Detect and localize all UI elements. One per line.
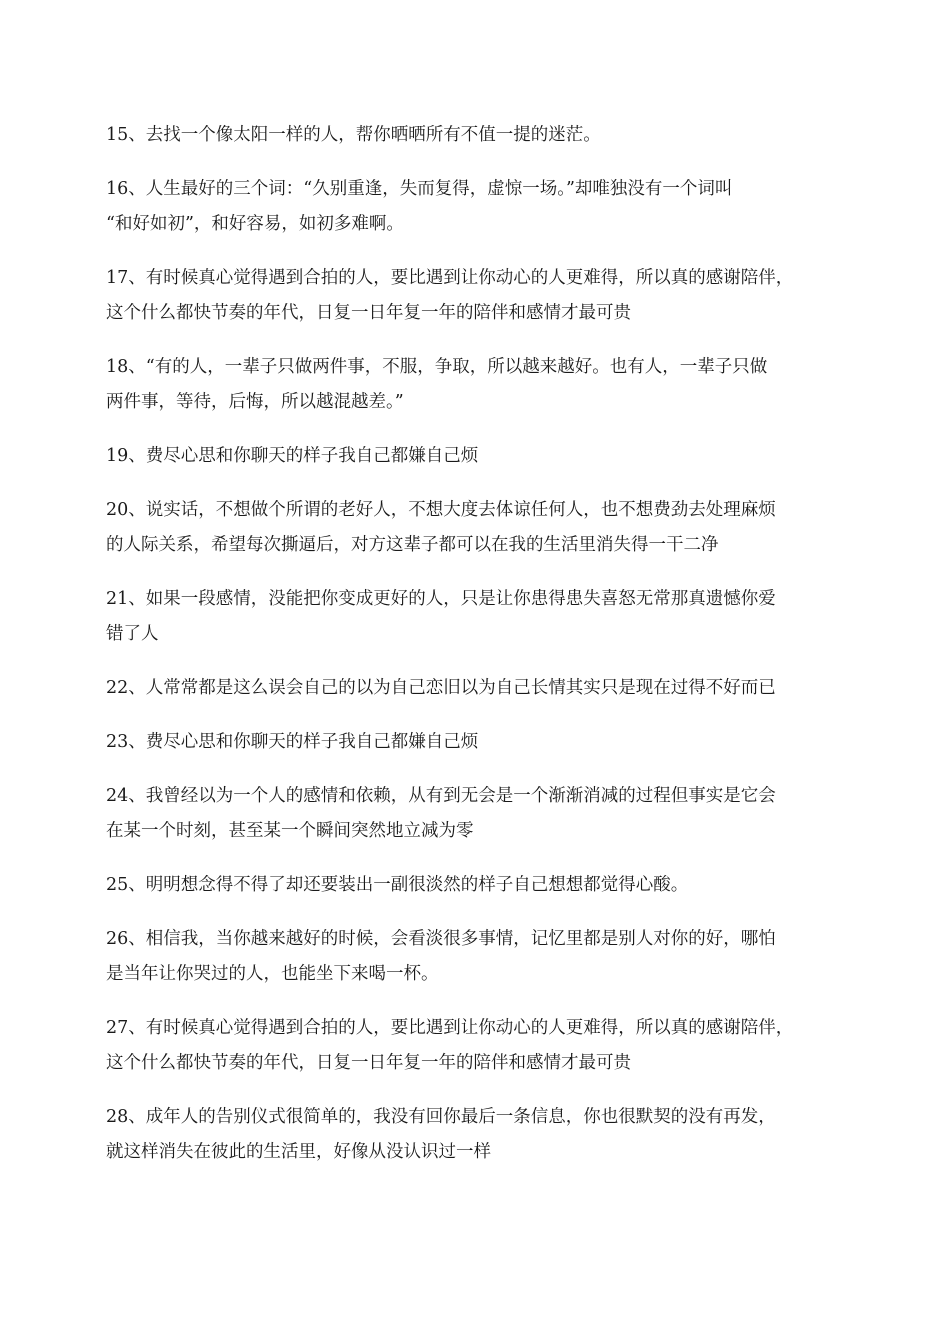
entry-24: 24、我曾经以为一个人的感情和依赖，从有到无会是一个渐渐消减的过程但事实是它会 在某一个时刻，甚至某一个瞬间突然地立减为零: [106, 786, 776, 841]
entry-23: 23、费尽心思和你聊天的样子我自己都嫌自己烦: [106, 732, 479, 752]
entry-16: 16、人生最好的三个词：“久别重逢，失而复得，虚惊一场。”却唯独没有一个词叫 “和好如初”，和好容易，如初多难啊。: [106, 179, 733, 234]
entry-20: 20、说实话，不想做个所谓的老好人，不想大度去体谅任何人，也不想费劲去处理麻烦 的人际关系，希望每次撕逼后，对方这辈子都可以在我的生活里消失得一干二净: [106, 500, 776, 555]
entry-26: 26、相信我，当你越来越好的时候，会看淡很多事情，记忆里都是别人对你的好，哪怕 是当年让你哭过的人，也能坐下来喝一杯。: [106, 929, 776, 984]
entry-15: 15、去找一个像太阳一样的人，帮你晒晒所有不值一提的迷茫。: [106, 125, 601, 145]
entry-21: 21、如果一段感情，没能把你变成更好的人，只是让你患得患失喜怒无常那真遗憾你爱 错了人: [106, 589, 776, 644]
entry-19: 19、费尽心思和你聊天的样子我自己都嫌自己烦: [106, 446, 479, 466]
entry-17: 17、有时候真心觉得遇到合拍的人，要比遇到让你动心的人更难得，所以真的感谢陪伴， 这个什么都快节奏的年代，日复一日年复一年的陪伴和感情才最可贵: [106, 268, 794, 323]
entry-18: 18、“有的人，一辈子只做两件事，不服，争取，所以越来越好。也有人，一辈子只做 两件事，等待，后悔，所以越混越差。”: [106, 357, 768, 412]
entry-28: 28、成年人的告别仪式很简单的，我没有回你最后一条信息，你也很默契的没有再发， 就这样消失在彼此的生活里，好像从没认识过一样: [106, 1107, 776, 1162]
entry-25: 25、明明想念得不得了却还要装出一副很淡然的样子自己想想都觉得心酸。: [106, 875, 689, 895]
entry-27: 27、有时候真心觉得遇到合拍的人，要比遇到让你动心的人更难得，所以真的感谢陪伴， 这个什么都快节奏的年代，日复一日年复一年的陪伴和感情才最可贵: [106, 1018, 794, 1073]
entry-22: 22、人常常都是这么误会自己的以为自己恋旧以为自己长情其实只是现在过得不好而已: [106, 678, 776, 698]
